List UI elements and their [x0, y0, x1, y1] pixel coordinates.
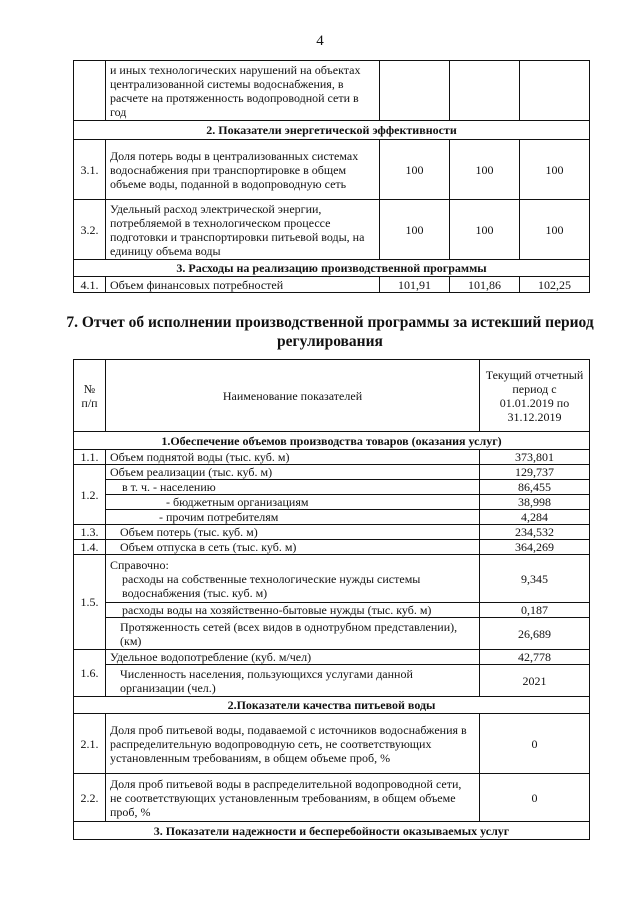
section-row [74, 260, 590, 277]
table-row [74, 714, 590, 774]
row-number: 1.6. [74, 650, 106, 697]
value-cell: 129,737 [480, 465, 590, 480]
table-row [74, 61, 590, 121]
table-row [74, 140, 590, 200]
section-title: 3. Расходы на реализацию производственной программы [74, 260, 590, 277]
table-row [74, 200, 590, 260]
value-cell: 100 [380, 140, 450, 200]
row-text: расходы воды на хозяйственно-бытовые нужды (тыс. куб. м) [106, 603, 480, 618]
table-row [74, 495, 590, 510]
row-number: 4.1. [74, 277, 106, 293]
row-number: 2.2. [74, 774, 106, 822]
row-text: Доля потерь воды в централизованных системах водоснабжения при транспортировке в общем объеме воды, поданной в водопроводную сеть [106, 140, 380, 200]
value-cell: 100 [520, 140, 590, 200]
row-number: 1.3. [74, 525, 106, 540]
value-cell: 38,998 [480, 495, 590, 510]
table-header-row [74, 360, 590, 432]
row-text: Доля проб питьевой воды, подаваемой с источников водоснабжения в распределительную водопроводную сеть, не соответствующих установленным требованиям, в общем объеме проб, % [106, 714, 480, 774]
reference-label: Справочно: [110, 557, 169, 572]
value-cell: 100 [450, 200, 520, 260]
table-row [74, 510, 590, 525]
section-title: 2. Показатели энергетической эффективности [74, 121, 590, 140]
table-row [74, 774, 590, 822]
section-title: 1.Обеспечение объемов производства товаров (оказания услуг) [74, 432, 590, 450]
value-cell: 0 [480, 774, 590, 822]
value-cell: 4,284 [480, 510, 590, 525]
table-row [74, 540, 590, 555]
table-row [74, 555, 590, 603]
section-row [74, 697, 590, 714]
table-row [74, 650, 590, 665]
page-number: 4 [316, 33, 324, 49]
row-number: 3.2. [74, 200, 106, 260]
table-row [74, 450, 590, 465]
row-number: 2.1. [74, 714, 106, 774]
value-cell: 0,187 [480, 603, 590, 618]
row-text: в т. ч. - населению [106, 480, 480, 495]
row-text: Протяженность сетей (всех видов в однотрубном представлении), (км) [106, 618, 480, 650]
section-title: 2.Показатели качества питьевой воды [74, 697, 590, 714]
row-number: 1.1. [74, 450, 106, 465]
table-row [74, 480, 590, 495]
indicators-table [73, 60, 590, 293]
row-text: Численность населения, пользующихся услугами данной организации (чел.) [106, 665, 480, 697]
value-cell: 86,455 [480, 480, 590, 495]
row-text: и иных технологических нарушений на объектах централизованной системы водоснабжения, в расчете на протяженность водопроводной сети в год [106, 61, 380, 121]
row-text: Доля проб питьевой воды в распределительной водопроводной сети, не соответствующих установленным требованиям, в общем объеме проб, % [106, 774, 480, 822]
section-row [74, 121, 590, 140]
section-row [74, 822, 590, 840]
row-number: 1.4. [74, 540, 106, 555]
value-cell: 101,91 [380, 277, 450, 293]
value-cell: 100 [380, 200, 450, 260]
row-text: - прочим потребителям [106, 510, 480, 525]
row-text: Удельное водопотребление (куб. м/чел) [106, 650, 480, 665]
value-cell: 102,25 [520, 277, 590, 293]
row-number: 3.1. [74, 140, 106, 200]
row-number: 1.5. [74, 555, 106, 650]
row-number: 1.2. [74, 465, 106, 525]
value-cell: 100 [520, 200, 590, 260]
table-row [74, 465, 590, 480]
section-row [74, 432, 590, 450]
value-cell: 234,532 [480, 525, 590, 540]
value-cell: 2021 [480, 665, 590, 697]
row-text: - бюджетным организациям [106, 495, 480, 510]
row-text: Объем отпуска в сеть (тыс. куб. м) [106, 540, 480, 555]
value-cell: 364,269 [480, 540, 590, 555]
row-text [106, 555, 480, 603]
section-heading: 7. Отчет об исполнении производственной программы за истекший период регулирования [66, 314, 594, 350]
col-header-name: Наименование показателей [106, 360, 480, 432]
row-text: Объем реализации (тыс. куб. м) [106, 465, 480, 480]
row-subtext: расходы на собственные технологические нужды системы водоснабжения (тыс. куб. м) [122, 571, 421, 600]
row-text: Объем потерь (тыс. куб. м) [106, 525, 480, 540]
value-cell: 9,345 [480, 555, 590, 603]
report-table [73, 359, 590, 840]
value-cell: 26,689 [480, 618, 590, 650]
value-cell: 42,778 [480, 650, 590, 665]
section-title: 3. Показатели надежности и бесперебойности оказываемых услуг [74, 822, 590, 840]
table-row [74, 277, 590, 293]
row-text: Объем поднятой воды (тыс. куб. м) [106, 450, 480, 465]
table-row [74, 618, 590, 650]
value-cell: 100 [450, 140, 520, 200]
table-row [74, 665, 590, 697]
value-cell: 373,801 [480, 450, 590, 465]
value-cell: 101,86 [450, 277, 520, 293]
row-text: Объем финансовых потребностей [106, 277, 380, 293]
col-header-number: № п/п [74, 360, 106, 432]
row-text: Удельный расход электрической энергии, потребляемой в технологическом процессе подготовки и транспортировки питьевой воды, на единицу объема воды [106, 200, 380, 260]
col-header-period: Текущий отчетный период с 01.01.2019 по 31.12.2019 [480, 360, 590, 432]
value-cell: 0 [480, 714, 590, 774]
table-row [74, 603, 590, 618]
table-row [74, 525, 590, 540]
